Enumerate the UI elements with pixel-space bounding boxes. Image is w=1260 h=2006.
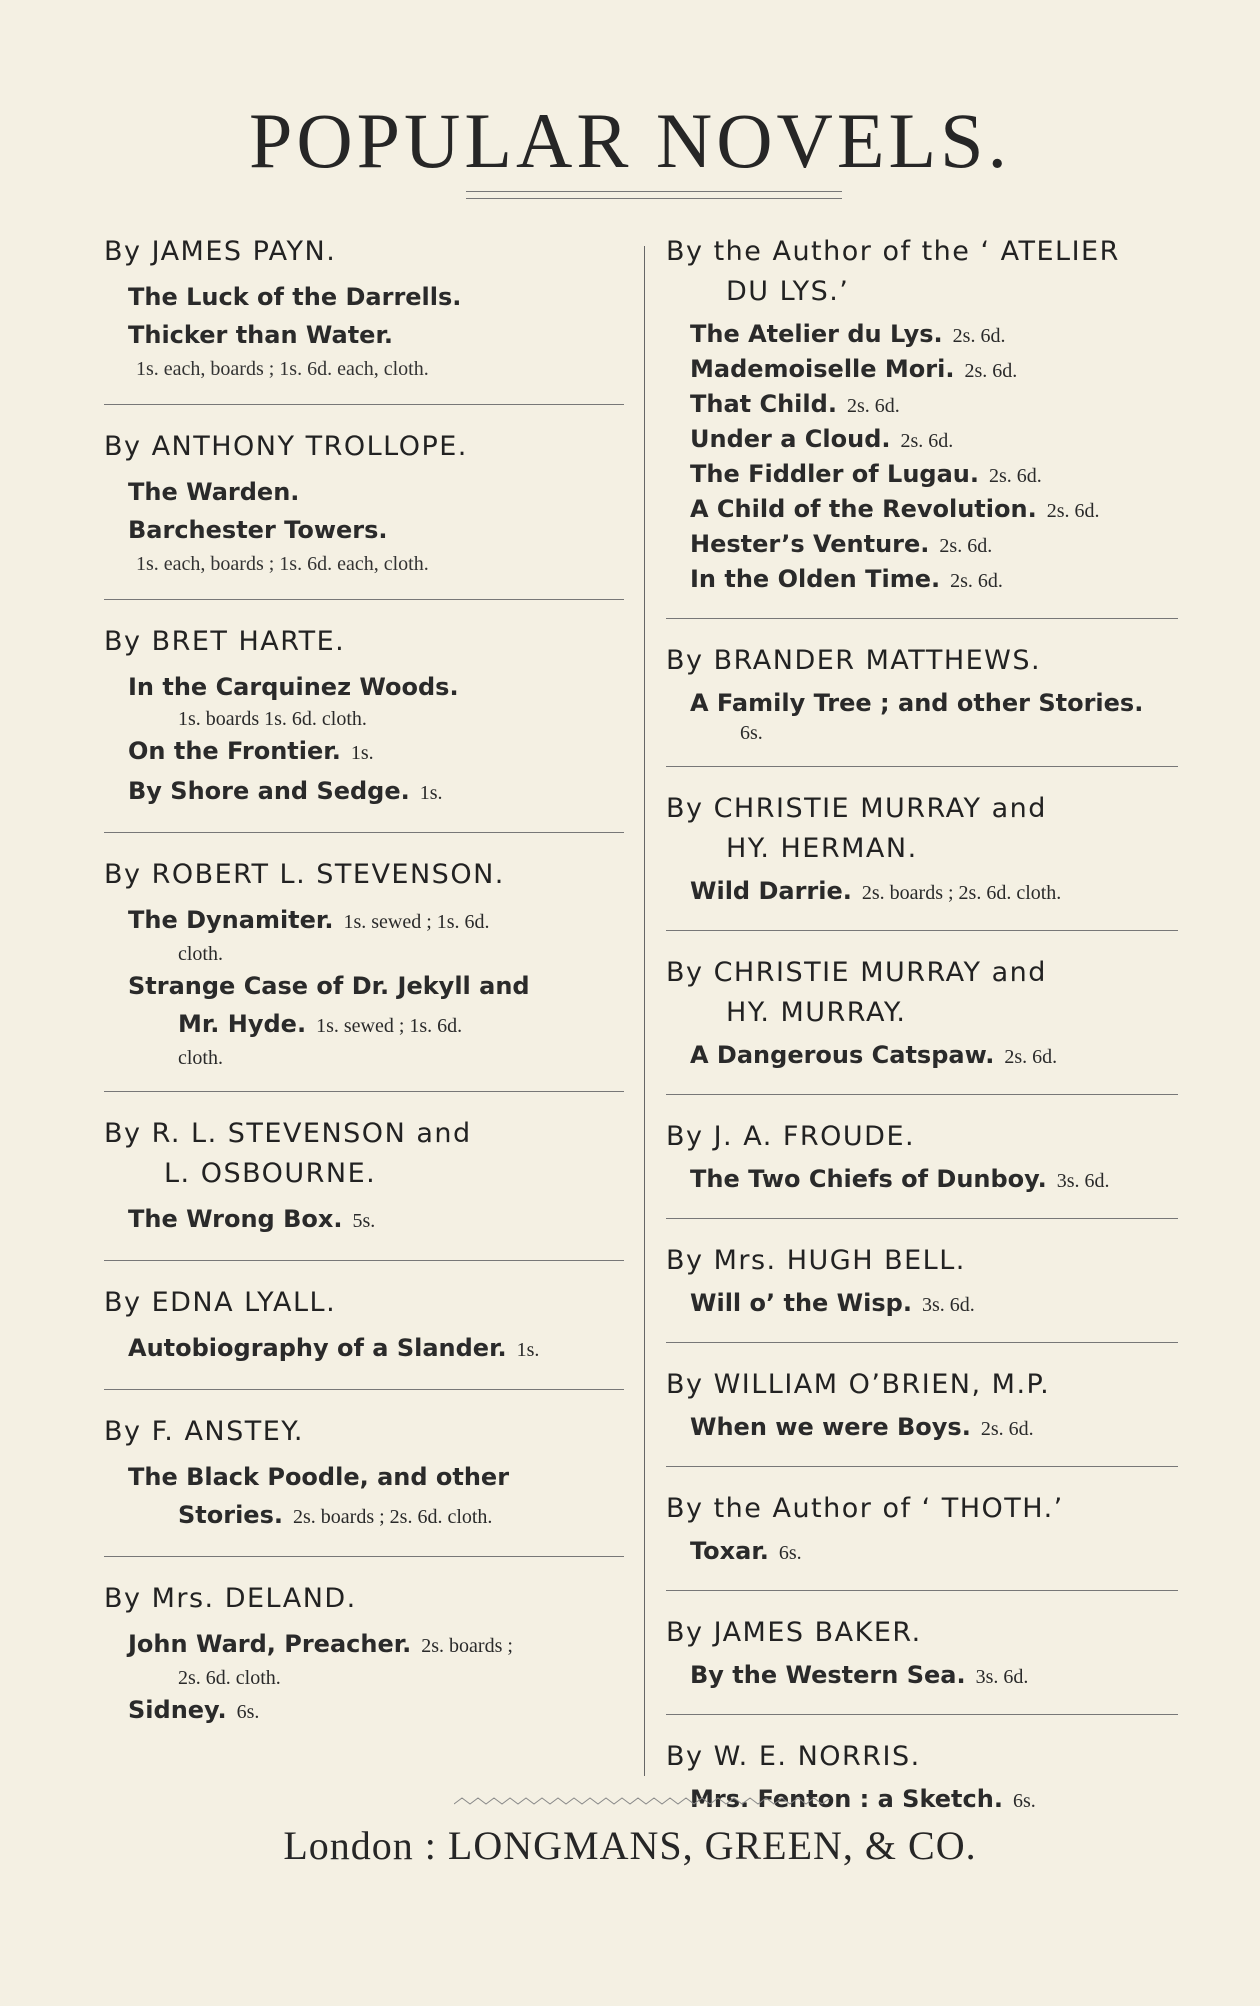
book-title: The Luck of the Darrells. [128, 283, 462, 311]
author-name: By W. E. NORRIS. [666, 1741, 921, 1772]
book-list [104, 1625, 624, 1731]
author-heading [104, 232, 624, 272]
section-divider [666, 618, 1178, 619]
book-entry [666, 1039, 1198, 1074]
book-price: 2s. 6d. [952, 325, 1006, 347]
author-section [666, 1241, 1198, 1322]
author-name: By the Author of ‘ THOTH.’ [666, 1493, 1064, 1524]
book-price: 6s. [1012, 1790, 1036, 1812]
author-name: By R. L. STEVENSON and [104, 1118, 472, 1149]
book-price-line: cloth. [178, 943, 223, 965]
section-divider [104, 1091, 624, 1092]
book-price: 6s. [778, 1542, 802, 1564]
book-price: 5s. [352, 1210, 376, 1232]
book-title: When we were Boys. [690, 1413, 971, 1441]
book-title-continued-text: Stories. [178, 1501, 283, 1529]
author-name: By ROBERT L. STEVENSON. [104, 859, 505, 890]
book-title: The Warden. [128, 478, 300, 506]
book-title: The Two Chiefs of Dunboy. [690, 1165, 1047, 1193]
book-title: John Ward, Preacher. [128, 1630, 412, 1658]
author-name: By JAMES PAYN. [104, 236, 337, 267]
book-entry [104, 1329, 624, 1369]
book-price: 1s. sewed ; 1s. 6d. [316, 1015, 463, 1037]
author-section [666, 953, 1198, 1074]
book-title: Under a Cloud. [690, 425, 891, 453]
author-heading [666, 953, 1198, 1033]
book-price: 2s. 6d. [1046, 500, 1100, 522]
author-heading [666, 1117, 1198, 1157]
book-title: On the Frontier. [128, 737, 341, 765]
section-divider [104, 404, 624, 405]
author-name: By the Author of the ‘ ATELIER [666, 236, 1120, 267]
section-divider [666, 766, 1178, 767]
author-name-continued: L. OSBOURNE. [164, 1158, 377, 1189]
author-section [104, 427, 624, 579]
book-price: 1s. [350, 742, 374, 764]
book-entry [104, 732, 624, 772]
author-section [104, 232, 624, 384]
book-list [666, 1163, 1198, 1198]
author-name: By EDNA LYALL. [104, 1287, 337, 1318]
book-title: Barchester Towers. [128, 516, 388, 544]
book-list [666, 1659, 1198, 1694]
book-title: Mrs. Fenton : a Sketch. [690, 1785, 1003, 1813]
book-price: 6s. [236, 1701, 260, 1723]
author-heading [104, 427, 624, 467]
book-list [104, 278, 624, 354]
book-entry [666, 1287, 1198, 1322]
page-title: POPULAR NOVELS. [248, 97, 1012, 184]
author-name-continued: HY. MURRAY. [726, 997, 907, 1028]
book-entry [666, 388, 1198, 423]
author-heading [666, 1737, 1198, 1777]
book-title: The Atelier du Lys. [690, 320, 943, 348]
book-entry [666, 875, 1198, 910]
book-list [666, 687, 1198, 746]
book-title: A Family Tree ; and other Stories. [690, 689, 1144, 717]
book-title: Thicker than Water. [128, 321, 393, 349]
author-name-continued: HY. HERMAN. [726, 833, 918, 864]
book-list [666, 1039, 1198, 1074]
section-divider [104, 1389, 624, 1390]
left-column [104, 232, 624, 1731]
book-entry [666, 318, 1198, 353]
book-price: 2s. 6d. [964, 360, 1018, 382]
author-heading [104, 855, 624, 895]
book-entry [666, 1411, 1198, 1446]
book-entry [104, 1200, 624, 1240]
book-list [666, 875, 1198, 910]
book-title: Sidney. [128, 1696, 227, 1724]
book-entry [104, 278, 624, 316]
author-name: By WILLIAM O’BRIEN, M.P. [666, 1369, 1051, 1400]
author-section [666, 789, 1198, 910]
book-entry [104, 316, 624, 354]
book-title: Toxar. [690, 1537, 769, 1565]
book-title: In the Olden Time. [690, 565, 941, 593]
book-entry [666, 423, 1198, 458]
section-divider [666, 1590, 1178, 1591]
book-title: By the Western Sea. [690, 1661, 966, 1689]
author-name: By ANTHONY TROLLOPE. [104, 431, 468, 462]
section-divider [666, 1094, 1178, 1095]
book-title: By Shore and Sedge. [128, 777, 410, 805]
book-entry [104, 668, 624, 732]
book-title: A Dangerous Catspaw. [690, 1041, 995, 1069]
author-name: By BRANDER MATTHEWS. [666, 645, 1042, 676]
publisher-imprint: London : LONGMANS, GREEN, & CO. [283, 1823, 977, 1868]
book-title: The Black Poodle, and other [128, 1463, 510, 1491]
book-title: The Dynamiter. [128, 906, 334, 934]
book-entry [104, 511, 624, 549]
book-list [104, 1458, 624, 1536]
section-divider [104, 832, 624, 833]
author-section [666, 1117, 1198, 1198]
author-name: By CHRISTIE MURRAY and [666, 957, 1047, 988]
author-heading [104, 1283, 624, 1323]
price-note: 1s. each, boards ; 1s. 6d. each, cloth. [136, 358, 429, 380]
book-list [104, 1329, 624, 1369]
book-entry [666, 1163, 1198, 1198]
book-price: 2s. 6d. [980, 1418, 1034, 1440]
book-entry [104, 1458, 624, 1536]
section-divider [666, 1342, 1178, 1343]
book-entry [666, 687, 1198, 746]
author-section [666, 1613, 1198, 1694]
section-divider [666, 1466, 1178, 1467]
book-entry [666, 353, 1198, 388]
author-heading [104, 1114, 624, 1194]
book-title: Will o’ the Wisp. [690, 1289, 912, 1317]
author-name: By CHRISTIE MURRAY and [666, 793, 1047, 824]
book-list [666, 1535, 1198, 1570]
book-price: 2s. boards ; 2s. 6d. cloth. [861, 882, 1062, 904]
column-divider [644, 246, 645, 1776]
book-entry [666, 458, 1198, 493]
book-price: 2s. 6d. [846, 395, 900, 417]
book-price-line: cloth. [178, 1047, 223, 1069]
book-price: 2s. boards ; [421, 1635, 513, 1657]
book-price: 1s. [419, 782, 443, 804]
book-entry [666, 528, 1198, 563]
book-title-continued [128, 1005, 624, 1045]
right-column [666, 232, 1198, 1818]
book-price-line: 1s. boards 1s. 6d. cloth. [178, 708, 367, 730]
book-list [104, 668, 624, 812]
book-list [104, 473, 624, 549]
book-price: 2s. 6d. [1004, 1046, 1058, 1068]
book-entry [104, 772, 624, 812]
author-section [666, 641, 1198, 746]
book-entry [666, 1659, 1198, 1694]
book-list [666, 1411, 1198, 1446]
author-section [666, 1365, 1198, 1446]
author-heading [666, 1489, 1198, 1529]
book-price: 2s. 6d. [950, 570, 1003, 592]
section-divider [666, 930, 1178, 931]
book-price: 3s. 6d. [975, 1666, 1029, 1688]
book-price: 3s. 6d. [1056, 1170, 1110, 1192]
book-entry [104, 967, 624, 1071]
author-section [104, 1579, 624, 1731]
author-heading [104, 1579, 624, 1619]
author-heading [666, 1365, 1198, 1405]
book-title: A Child of the Revolution. [690, 495, 1037, 523]
book-title: In the Carquinez Woods. [128, 673, 459, 701]
book-price: 2s. 6d. [989, 465, 1042, 487]
author-name: By JAMES BAKER. [666, 1617, 922, 1648]
book-title: Wild Darrie. [690, 877, 852, 905]
author-heading [104, 1412, 624, 1452]
book-price: 2s. boards ; 2s. 6d. cloth. [293, 1506, 493, 1528]
author-name-continued: DU LYS.’ [726, 276, 850, 307]
author-name: By Mrs. HUGH BELL. [666, 1245, 966, 1276]
section-divider [104, 1260, 624, 1261]
book-title: Strange Case of Dr. Jekyll and [128, 972, 530, 1000]
author-heading [104, 622, 624, 662]
book-title: The Fiddler of Lugau. [690, 460, 980, 488]
author-section [104, 1283, 624, 1369]
book-entry [104, 1625, 624, 1691]
author-section [666, 232, 1198, 598]
book-price: 1s. [516, 1339, 540, 1361]
book-list [104, 901, 624, 1071]
section-divider [666, 1218, 1178, 1219]
author-heading [666, 1613, 1198, 1653]
author-section [104, 622, 624, 812]
author-name: By Mrs. DELAND. [104, 1583, 357, 1614]
book-price: 1s. sewed ; 1s. 6d. [343, 911, 490, 933]
book-title: Autobiography of a Slander. [128, 1334, 507, 1362]
section-divider [104, 1556, 624, 1557]
author-name: By BRET HARTE. [104, 626, 346, 657]
book-price: 2s. 6d. [900, 430, 954, 452]
book-entry [104, 473, 624, 511]
book-price: 2s. 6d. [939, 535, 993, 557]
section-divider [666, 1714, 1178, 1715]
book-list [104, 1200, 624, 1240]
author-section [104, 1114, 624, 1240]
section-divider [104, 599, 624, 600]
author-heading [666, 641, 1198, 681]
book-entry [666, 563, 1198, 598]
price-note: 1s. each, boards ; 1s. 6d. each, cloth. [136, 553, 429, 575]
book-entry [666, 493, 1198, 528]
book-price-line: 6s. [740, 722, 763, 744]
author-section [104, 1412, 624, 1536]
book-list [666, 318, 1198, 598]
book-entry [104, 1691, 624, 1731]
title-rule [466, 191, 842, 199]
book-title: Hester’s Venture. [690, 530, 930, 558]
author-heading [666, 789, 1198, 869]
author-heading [666, 232, 1198, 312]
book-list [666, 1287, 1198, 1322]
book-price-line: 2s. 6d. cloth. [178, 1667, 281, 1689]
author-section [104, 855, 624, 1071]
author-name: By F. ANSTEY. [104, 1416, 304, 1447]
book-entry [104, 901, 624, 967]
author-name: By J. A. FROUDE. [666, 1121, 916, 1152]
book-title: That Child. [690, 390, 837, 418]
author-section [666, 1489, 1198, 1570]
book-entry [666, 1535, 1198, 1570]
book-price: 3s. 6d. [921, 1294, 975, 1316]
book-title: Mademoiselle Mori. [690, 355, 955, 383]
book-title-continued [128, 1496, 624, 1536]
book-title-continued-text: Mr. Hyde. [178, 1010, 307, 1038]
footer-wave-ornament [454, 1796, 830, 1806]
book-title: The Wrong Box. [128, 1205, 343, 1233]
author-heading [666, 1241, 1198, 1281]
